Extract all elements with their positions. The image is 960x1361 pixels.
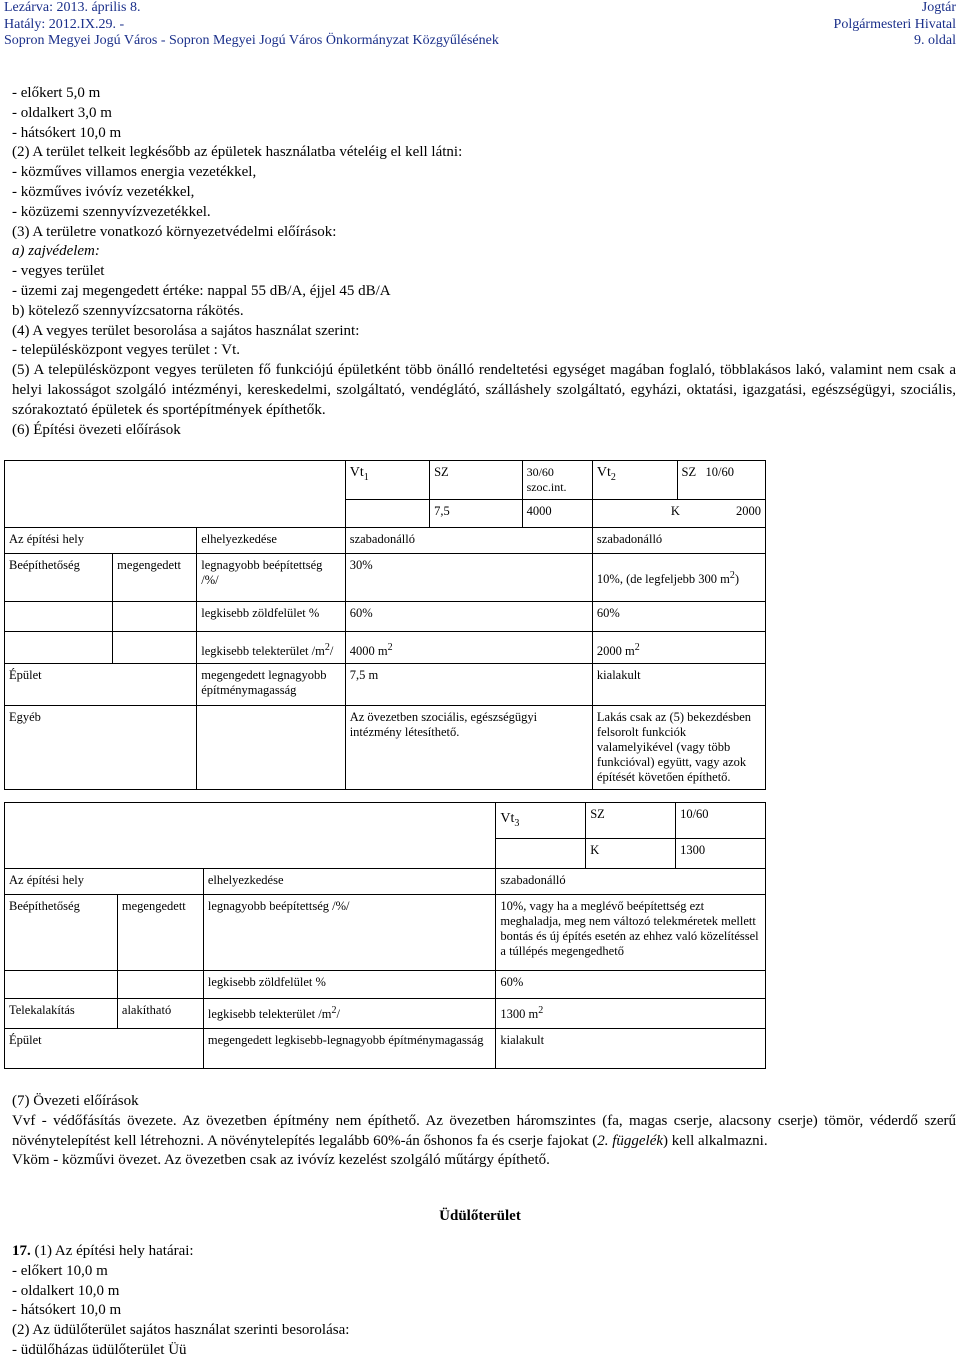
cell: szabadonálló (345, 528, 592, 554)
text-line: (2) A terület telkeit legkésőbb az épületek használatba vételéig el kell látni: (12, 144, 463, 161)
cell: 10%, vagy ha a meglévő beépítettség ezt meghaladja, meg nem változó telekméretek mellett bontás és új építés esetén az ehhez való közelítéssel a túllépés megengedhető (496, 895, 766, 971)
text-line: - üdülőházas üdülőterület Üü (12, 1341, 187, 1358)
zone-vt1: $Vt_1$ (345, 461, 429, 500)
text-line: - közműves ivóvíz vezetékkel, (12, 183, 195, 200)
header-issuer: Sopron Megyei Jogú Város - Sopron Megyei Jogú Város Önkormányzat Közgyűlésének (4, 33, 499, 48)
cell: Beépíthetőség (5, 554, 113, 602)
text-line: a) zajvédelem: (12, 243, 100, 260)
text-line: - hátsókert 10,0 m (12, 124, 122, 141)
text-line: - közműves villamos energia vezetékkel, (12, 164, 257, 181)
cell: 60% (592, 602, 765, 632)
vvf-paragraph: Vvf - védőfásítás övezete. Az övezetben építmény nem építhető. Az övezetben háromszintes (fa, magas cserje, alacsony cserje) tömör, véderdő szerű növénytelepítést kell létrehozni. A növénytelepítés legalább 60%-án őshonos fa és cserje fajokat (2. függelék) kell alkalmazni. (12, 1112, 956, 1149)
text-line: - településközpont vegyes terület : Vt. (12, 342, 240, 359)
cell: 4000 (522, 500, 592, 528)
zone-rules (12, 1092, 956, 1171)
cell: SZ 10/60 (677, 461, 766, 500)
zoning-table-2 (4, 802, 766, 1069)
cell: megengedett (113, 554, 197, 602)
cell: 30% (345, 554, 592, 602)
text-line: - előkert 10,0 m (12, 1262, 108, 1279)
text-line: - vegyes terület (12, 263, 105, 280)
cell: 60% (496, 971, 766, 999)
cell: legkisebb telekterület $/m^2/$ (203, 999, 496, 1029)
body-text (12, 84, 956, 440)
vkom-paragraph: Vköm - közművi övezet. Az övezetben csak az ivóvíz kezelést szolgáló műtárgy építhető. (12, 1152, 550, 1169)
cell: 30/60 szoc.int. (522, 461, 592, 500)
section-17-heading: 17. (1) Az építési hely határai: (12, 1243, 194, 1259)
section-title: Üdülőterület (439, 1208, 521, 1224)
zoning-table-1 (4, 460, 766, 790)
header-closed-date: Lezárva: 2013. április 8. (4, 0, 141, 15)
cell: Az építési hely (5, 869, 204, 895)
zone-vt2: $Vt_2$ (592, 461, 677, 500)
cell: SZ (586, 803, 676, 839)
cell: SZ (430, 461, 522, 500)
text-line: b) kötelező szennyvízcsatorna rákötés. (12, 302, 244, 319)
cell: 1300 $m^2$ (496, 999, 766, 1029)
cell: megengedett legkisebb-legnagyobb építménymagasság (203, 1029, 496, 1069)
cell: 1300 (676, 839, 766, 869)
header-office: Polgármesteri Hivatal (833, 16, 956, 32)
paragraph-5: (5) A településközpont vegyes területen fő funkciójú épületként több önálló rendeltetési egységet magában foglaló, többlakásos lakó, valamint nem csak a helyi lakosságot szolgáló intézményi, kereskedelmi, szolgáltató, vendéglátó, szálláshely szolgáltató, egyházi, oktatási, igazgatási, egészségügyi, szociális, szórakoztató épületek és sportépítmények építhetők. (12, 362, 956, 418)
cell: szabadonálló (592, 528, 765, 554)
cell: kialakult (592, 664, 765, 706)
header-left (4, 0, 499, 50)
cell: 2000 $m^2$ (592, 632, 765, 664)
cell: alakítható (117, 999, 203, 1029)
text-line: - oldalkert 3,0 m (12, 104, 112, 121)
text-line: (4) A vegyes terület besorolása a sajátos használat szerint: (12, 322, 360, 339)
page-number: 9. oldal (914, 33, 956, 48)
cell: Lakás csak az (5) bekezdésben felsorolt funkciók valamelyikével (vagy több funkcióval) együtt, vagy azok építését követően építhető. (592, 706, 765, 790)
cell: megengedett legnagyobb építménymagasság (197, 664, 345, 706)
text-line: - oldalkert 10,0 m (12, 1282, 120, 1299)
cell: Az övezetben szociális, egészségügyi intézmény létesíthető. (345, 706, 592, 790)
cell: legnagyobb beépítettség /%/ (203, 895, 496, 971)
cell: legkisebb zöldfelület % (197, 602, 345, 632)
page-header (0, 0, 960, 52)
paragraph-6: (6) Építési övezeti előírások (12, 421, 181, 438)
zone-vt3: $Vt_3$ (496, 803, 586, 839)
paragraph-7: (7) Övezeti előírások (12, 1093, 139, 1109)
cell: legkisebb telekterület $/m^2/$ (197, 632, 345, 664)
cell: Épület (5, 1029, 204, 1069)
cell: 4000 $m^2$ (345, 632, 592, 664)
header-right (834, 0, 956, 50)
cell: Az építési hely (5, 528, 197, 554)
text-line: - előkert 5,0 m (12, 85, 101, 101)
text-line: (3) A területre vonatkozó környezetvédelmi előírások: (12, 223, 337, 240)
cell: 10/60 (676, 803, 766, 839)
cell: Épület (5, 664, 197, 706)
cell: elhelyezkedése (197, 528, 345, 554)
cell: 10%, (de legfeljebb 300 $m^2$) (592, 554, 765, 602)
text-line: - hátsókert 10,0 m (12, 1302, 122, 1319)
cell: K (586, 839, 676, 869)
header-brand: Jogtár (921, 0, 956, 15)
cell: K 2000 (592, 500, 765, 528)
text-line: - közüzemi szennyvízvezetékkel. (12, 203, 211, 220)
cell: kialakult (496, 1029, 766, 1069)
cell: elhelyezkedése (203, 869, 496, 895)
cell: megengedett (117, 895, 203, 971)
text-line: - üzemi zaj megengedett értéke: nappal 55 dB/A, éjjel 45 dB/A (12, 282, 391, 299)
cell: szabadonálló (496, 869, 766, 895)
section-17 (12, 1242, 956, 1361)
cell: 7,5 (430, 500, 522, 528)
cell: legnagyobb beépítettség /%/ (197, 554, 345, 602)
cell: legkisebb zöldfelület % (203, 971, 496, 999)
header-effective-date: Hatály: 2012.IX.29. - (4, 16, 125, 32)
cell: 7,5 m (345, 664, 592, 706)
text-line: (2) Az üdülőterület sajátos használat szerinti besorolása: (12, 1322, 350, 1339)
cell: Egyéb (5, 706, 197, 790)
cell: Beépíthetőség (5, 895, 118, 971)
cell: Telekalakítás (5, 999, 118, 1029)
cell: 60% (345, 602, 592, 632)
